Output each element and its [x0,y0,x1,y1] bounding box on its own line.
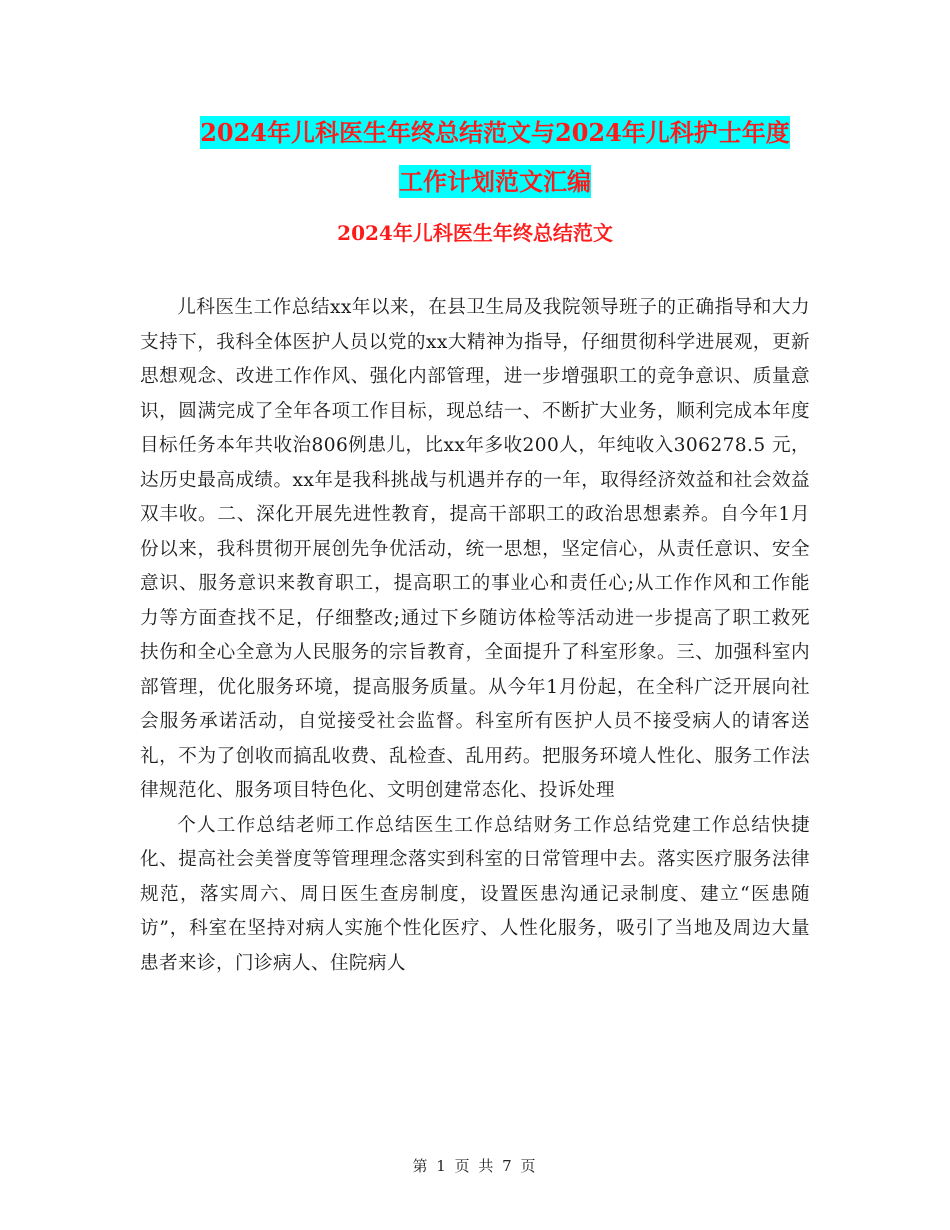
paragraph-1: 儿科医生工作总结xx年以来，在县卫生局及我院领导班子的正确指导和大力支持下，我科全体医护人员以党的xx大精神为指导，仔细贯彻科学进展观，更新思想观念、改进工作作风、强化内部管理，进一步增强职工的竞争意识、质量意识，圆满完成了全年各项工作目标，现总结一、不断扩大业务，顺利完成本年度目标任务本年共收治806例患儿，比xx年多收200人，年纯收入306278.5 元，达历史最高成绩。xx年是我科挑战与机遇并存的一年，取得经济效益和社会效益双丰收。二、深化开展先进性教育，提高干部职工的政治思想素养。自今年1月份以来，我科贯彻开展创先争优活动，统一思想，坚定信心，从责任意识、安全意识、服务意识来教育职工，提高职工的事业心和责任心;从工作作风和工作能力等方面查找不足，仔细整改;通过下乡随访体检等活动进一步提高了职工救死扶伤和全心全意为人民服务的宗旨教育，全面提升了科室形象。三、加强科室内部管理，优化服务环境，提高服务质量。从今年1月份起，在全科广泛开展向社会服务承诺活动，自觉接受社会监督。科室所有医护人员不接受病人的请客送礼，不为了创收而搞乱收费、乱检查、乱用药。把服务环境人性化、服务工作法律规范化、服务项目特色化、文明创建常态化、投诉处理 [140,297,810,801]
title-line-2: 工作计划范文汇编 [399,167,591,196]
document-body [140,291,810,981]
title-line-1: 2024年儿科医生年终总结范文与2024年儿科护士年度 [200,118,790,147]
section-title: 2024年儿科医生年终总结范文 [337,221,613,245]
page-number-footer: 第 1 页 共 7 页 [412,1157,538,1175]
paragraph-2: 个人工作总结老师工作总结医生工作总结财务工作总结党建工作总结快捷化、提高社会美誉度等管理理念落实到科室的日常管理中去。落实医疗服务法律规范，落实周六、周日医生查房制度，设置医患沟通记录制度、建立“医患随访”，科室在坚持对病人实施个性化医疗、人性化服务，吸引了当地及周边大量患者来诊，门诊病人、住院病人 [140,814,810,974]
document-title [120,108,870,206]
